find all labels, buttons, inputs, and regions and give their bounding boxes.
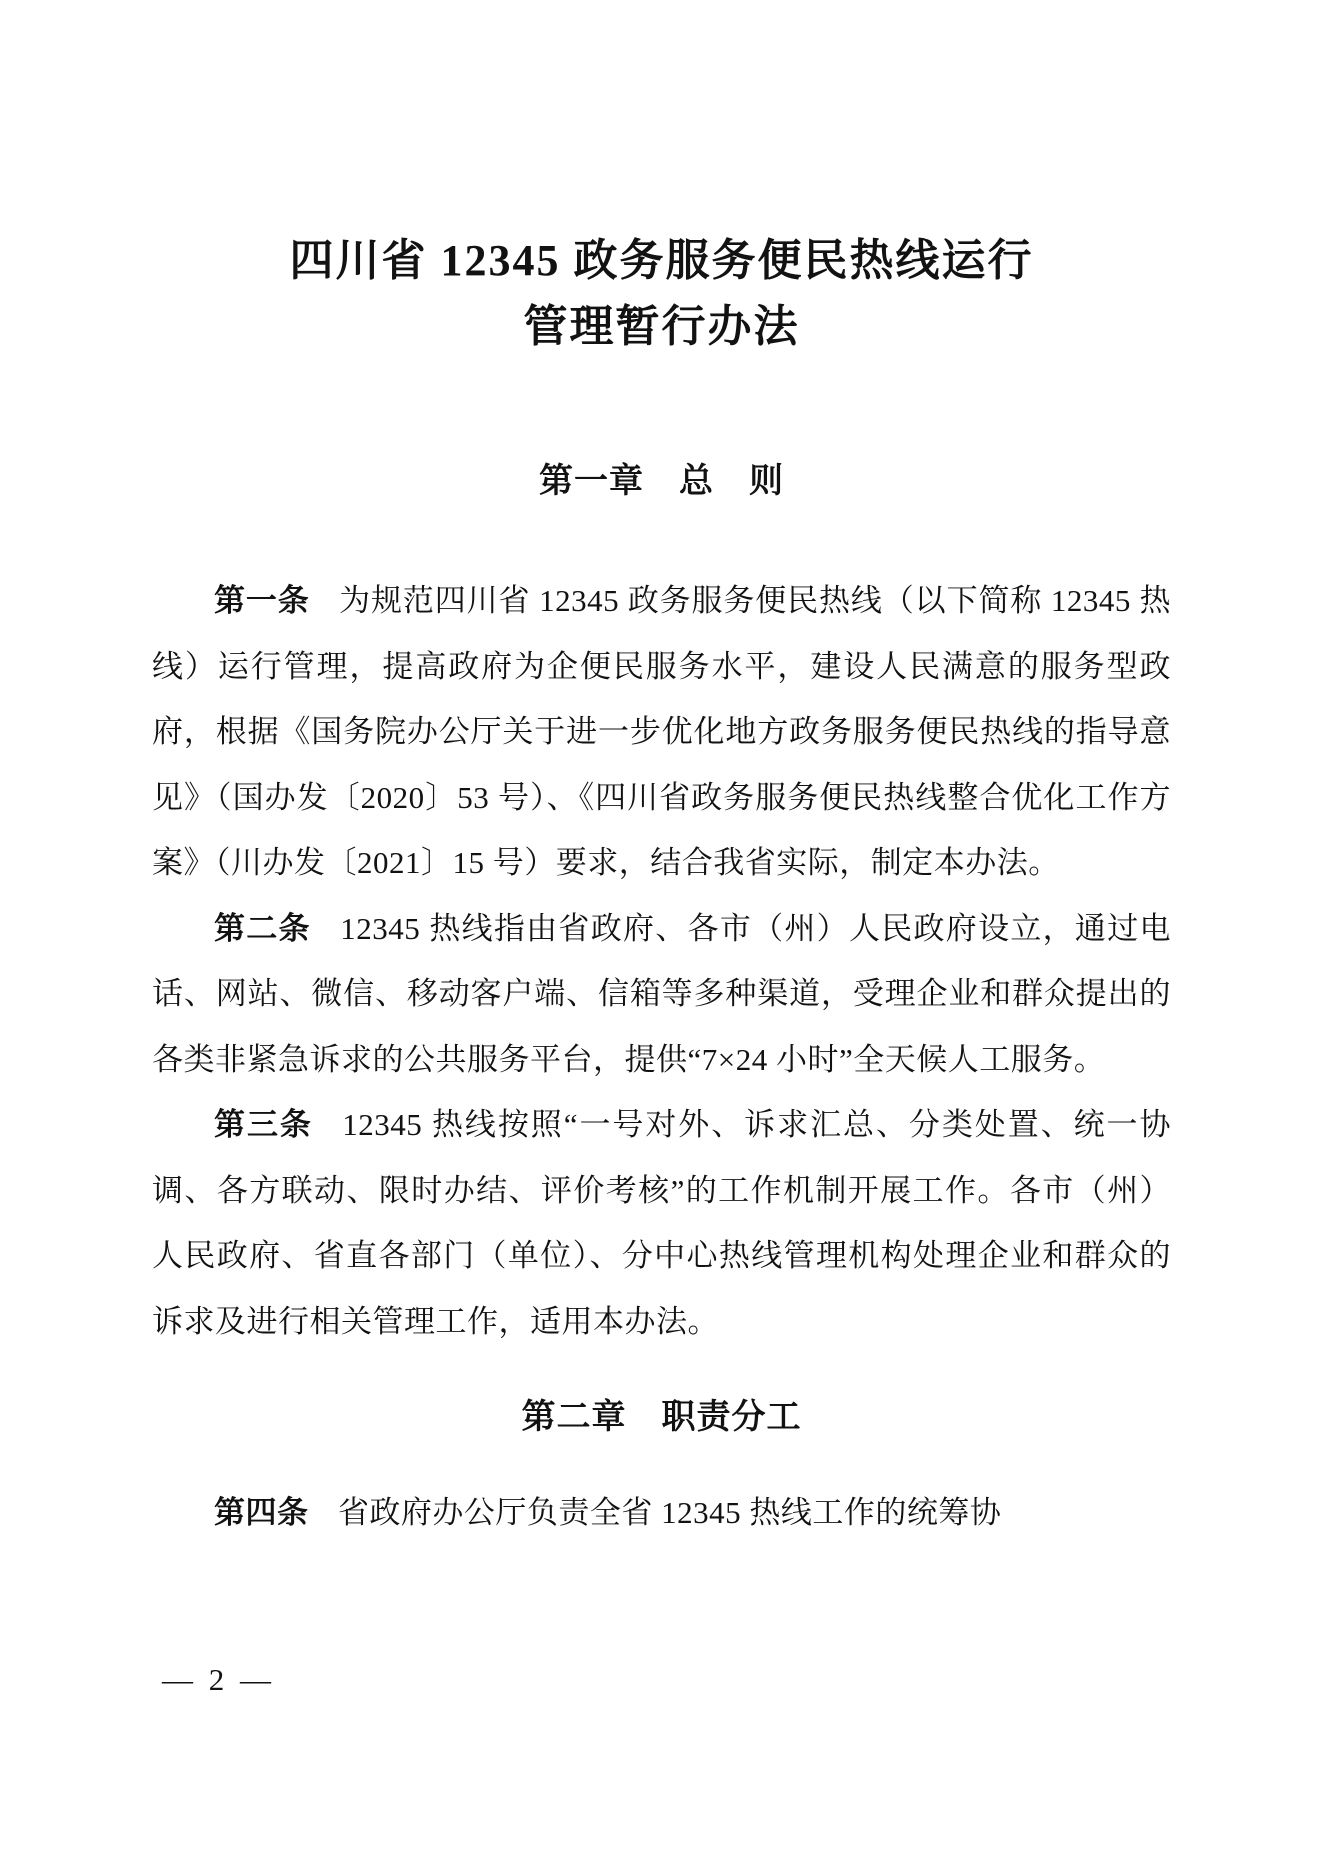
article-2 <box>152 896 1171 1093</box>
article-1-label: 第一条 <box>214 583 310 618</box>
article-2-text: 12345 热线指由省政府、各市（州）人民政府设立，通过电话、网站、微信、移动客户端、信箱等多种渠道，受理企业和群众提出的各类非紧急诉求的公共服务平台，提供“7×24 小时”全天候人工服务。 <box>152 910 1171 1077</box>
article-1-text: 为规范四川省 12345 政务服务便民热线（以下简称 12345 热线）运行管理，提高政府为企便民服务水平，建设人民满意的服务型政府，根据《国务院办公厅关于进一步优化地方政务服务便民热线的指导意见》（国办发〔2020〕53 号）、《四川省政务服务便民热线整合优化工作方案》（川办发〔2021〕15 号）要求，结合我省实际，制定本办法。 <box>152 583 1172 880</box>
chapter-1-heading: 第一章 总 则 <box>539 462 784 500</box>
chapter-2-heading: 第二章 职责分工 <box>521 1398 802 1436</box>
article-4-label: 第四条 <box>214 1495 309 1530</box>
article-3 <box>152 1092 1171 1354</box>
page-number: — 2 — <box>162 1662 275 1697</box>
article-4 <box>152 1480 1171 1546</box>
document-title-line-1: 四川省 12345 政务服务便民热线运行 <box>289 236 1034 285</box>
document-body <box>152 568 1171 1546</box>
article-1 <box>152 568 1171 896</box>
document-title-line-2: 管理暂行办法 <box>523 302 800 351</box>
article-2-label: 第二条 <box>214 910 311 946</box>
article-3-text: 12345 热线按照“一号对外、诉求汇总、分类处置、统一协调、各方联动、限时办结、评价考核”的工作机制开展工作。各市（州）人民政府、省直各部门（单位）、分中心热线管理机构处理企业和群众的诉求及进行相关管理工作，适用本办法。 <box>152 1107 1172 1339</box>
article-3-label: 第三条 <box>214 1107 313 1142</box>
document-title <box>152 228 1171 360</box>
article-4-text: 省政府办公厅负责全省 12345 热线工作的统筹协 <box>337 1495 1002 1530</box>
